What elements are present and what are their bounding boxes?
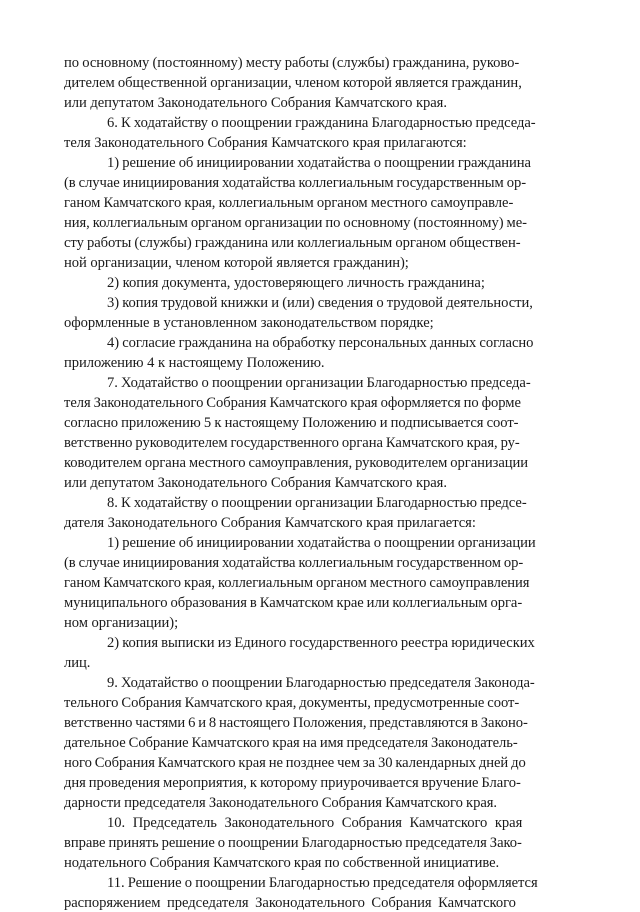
- text-line: 2) копия выписки из Единого государственного реестра юридических: [107, 635, 535, 651]
- text-line: дателя Законодательного Собрания Камчатского края прилагается:: [64, 515, 476, 531]
- text-line: ном организации);: [64, 615, 179, 631]
- text-line: или депутатом Законодательного Собрания Камчатского края.: [64, 95, 447, 111]
- text-line: ветственно руководителем государственного органа Камчатского края, ру-: [64, 435, 520, 451]
- text-line: оформленные в установленном законодательством порядке;: [64, 315, 434, 331]
- text-line: вправе принять решение о поощрении Благодарностью председателя Зако-: [64, 835, 522, 851]
- text-line: приложению 4 к настоящему Положению.: [64, 355, 325, 371]
- text-line: ного Собрания Камчатского края не позднее чем за 30 календарных дней до: [64, 755, 526, 771]
- text-line: (в случае инициирования ходатайства коллегиальным государственном ор-: [64, 555, 524, 571]
- text-line: дарности председателя Законодательного Собрания Камчатского края.: [64, 795, 498, 811]
- text-line: 10. Председатель Законодательного Собрания Камчатского края: [107, 815, 523, 831]
- text-line: ганом Камчатского края, коллегиальным органом местного самоуправле-: [64, 195, 514, 211]
- text-line: лиц.: [64, 655, 91, 671]
- text-line: 11. Решение о поощрении Благодарностью председателя оформляется: [107, 875, 538, 891]
- text-line: 8. К ходатайству о поощрении организации Благодарностью предсе-: [107, 495, 527, 511]
- text-line: теля Законодательного Собрания Камчатского края оформляется по форме: [64, 395, 521, 411]
- text-line: распоряжением председателя Законодательного Собрания Камчатского: [64, 895, 516, 911]
- text-line: ганом Камчатского края, коллегиальным органом местного самоуправления: [64, 575, 530, 591]
- text-line: 2) копия документа, удостоверяющего личность гражданина;: [107, 275, 485, 291]
- text-line: ния, коллегиальным органом организации по основному (постоянному) ме-: [64, 215, 527, 231]
- text-line: 1) решение об инициировании ходатайства о поощрении организации: [107, 535, 536, 551]
- text-line: 3) копия трудовой книжки и (или) сведения о трудовой деятельности,: [107, 295, 533, 311]
- text-line: сту работы (службы) гражданина или коллегиальным органом обществен-: [64, 235, 521, 251]
- text-line: ководителем органа местного самоуправления, руководителем организации: [64, 455, 529, 471]
- text-line: дательное Собрание Камчатского края на имя председателя Законодатель-: [64, 735, 518, 751]
- text-line: ной организации, членом которой является гражданин);: [64, 255, 409, 271]
- text-line: согласно приложению 5 к настоящему Положению и подписывается соот-: [64, 415, 519, 431]
- text-line: 4) согласие гражданина на обработку персональных данных согласно: [107, 335, 534, 351]
- text-line: теля Законодательного Собрания Камчатского края прилагаются:: [64, 135, 467, 151]
- text-line: по основному (постоянному) месту работы (службы) гражданина, руково-: [64, 55, 520, 71]
- text-line: нодательного Собрания Камчатского края по собственной инициативе.: [64, 855, 500, 871]
- text-line: тельного Собрания Камчатского края, документы, предусмотренные соот-: [64, 695, 520, 711]
- text-line: муниципального образования в Камчатском крае или коллегиальным орга-: [64, 595, 523, 611]
- text-line: 9. Ходатайство о поощрении Благодарностью председателя Законода-: [107, 675, 535, 691]
- text-line: дня проведения мероприятия, к которому приурочивается вручение Благо-: [64, 775, 521, 791]
- text-line: (в случае инициирования ходатайства коллегиальным государственным ор-: [64, 175, 527, 191]
- text-line: 1) решение об инициировании ходатайства о поощрении гражданина: [107, 155, 531, 171]
- text-line: 7. Ходатайство о поощрении организации Благодарностью председа-: [107, 375, 531, 391]
- text-line: ветственно частями 6 и 8 настоящего Положения, представляются в Законо-: [64, 715, 528, 731]
- text-line: или депутатом Законодательного Собрания Камчатского края.: [64, 475, 447, 491]
- text-line: дителем общественной организации, членом которой является гражданин,: [64, 75, 522, 91]
- text-line: 6. К ходатайству о поощрении гражданина Благодарностью председа-: [107, 115, 536, 131]
